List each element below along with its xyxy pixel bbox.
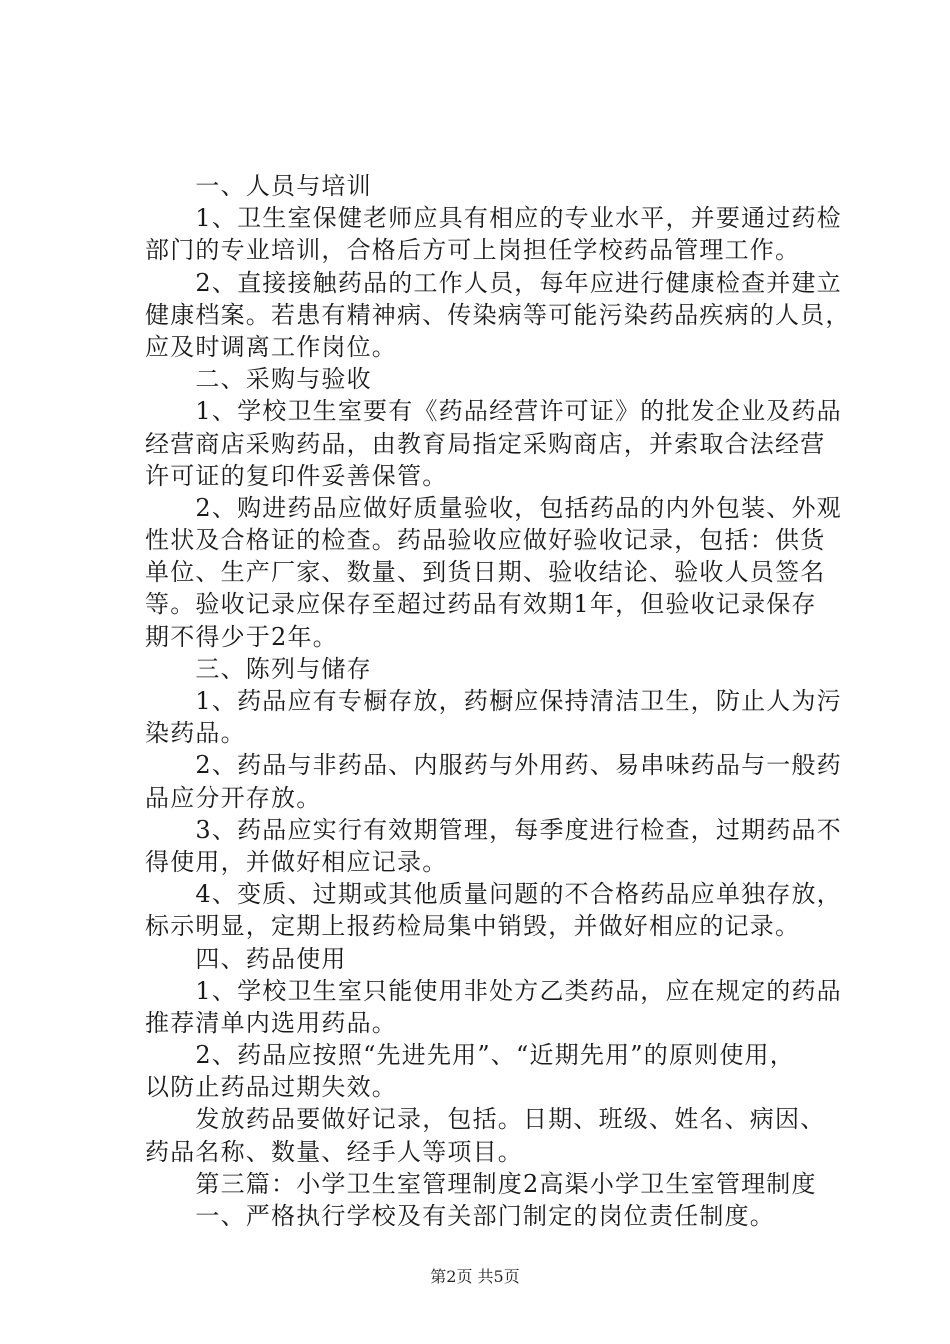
text-line: 推荐清单内选用药品。 [145, 1008, 397, 1037]
text-line: 一、人员与培训 [145, 172, 372, 200]
text-line: 1、药品应有专橱存放，药橱应保持清洁卫生，防止人为污 [145, 687, 842, 715]
text-line: 以防止药品过期失效。 [145, 1073, 397, 1102]
text-line: 四、药品使用 [145, 944, 347, 973]
text-line: 部门的专业培训，合格后方可上岗担任学校药品管理工作。 [145, 236, 801, 265]
text-line: 许可证的复印件妥善保管。 [145, 461, 448, 490]
text-line: 发放药品要做好记录，包括。日期、班级、姓名、病因、 [145, 1105, 826, 1134]
text-line: 染药品。 [145, 719, 246, 748]
text-line: 品应分开存放。 [145, 783, 322, 812]
text-line: 期不得少于2年。 [145, 622, 338, 651]
text-line: 2、直接接触药品的工作人员，每年应进行健康检查并建立 [145, 268, 842, 297]
text-line: 健康档案。若患有精神病、传染病等可能污染药品疾病的人员， [145, 300, 851, 329]
text-line: 3、药品应实行有效期管理，每季度进行检查，过期药品不 [145, 815, 842, 844]
text-line: 2、药品与非药品、内服药与外用药、易串味药品与一般药 [145, 751, 842, 780]
text-line: 第三篇：小学卫生室管理制度2高渠小学卫生室管理制度 [145, 1169, 817, 1198]
text-line: 性状及合格证的检查。药品验收应做好验收记录，包括：供货 [145, 526, 826, 555]
text-line: 应及时调离工作岗位。 [145, 332, 397, 361]
text-line: 药品名称、数量、经手人等项目。 [145, 1137, 523, 1166]
text-line: 三、陈列与储存 [145, 654, 372, 683]
text-line: 2、药品应按照“先进先用”、“近期先用”的原则使用， [145, 1041, 795, 1070]
text-line: 得使用，并做好相应记录。 [145, 847, 448, 876]
text-line: 1、学校卫生室只能使用非处方乙类药品，应在规定的药品 [145, 976, 842, 1005]
document-body [145, 170, 851, 1232]
text-line: 标示明显，定期上报药检局集中销毁，并做好相应的记录。 [145, 912, 801, 941]
text-line: 2、购进药品应做好质量验收，包括药品的内外包装、外观 [145, 493, 842, 522]
text-line: 4、变质、过期或其他质量问题的不合格药品应单独存放， [145, 880, 842, 909]
text-line: 二、采购与验收 [145, 365, 372, 394]
text-line: 1、学校卫生室要有《药品经营许可证》的批发企业及药品 [145, 397, 842, 426]
text-line: 单位、生产厂家、数量、到货日期、验收结论、验收人员签名 [145, 558, 826, 587]
text-line: 经营商店采购药品，由教育局指定采购商店，并索取合法经营 [145, 429, 826, 458]
text-line: 1、卫生室保健老师应具有相应的专业水平，并要通过药检 [145, 204, 842, 233]
text-line: 等。验收记录应保存至超过药品有效期1年，但验收记录保存 [145, 590, 817, 619]
page-footer: 第2页 共5页 [430, 1267, 520, 1286]
text-line: 一、严格执行学校及有关部门制定的岗位责任制度。 [145, 1202, 775, 1230]
